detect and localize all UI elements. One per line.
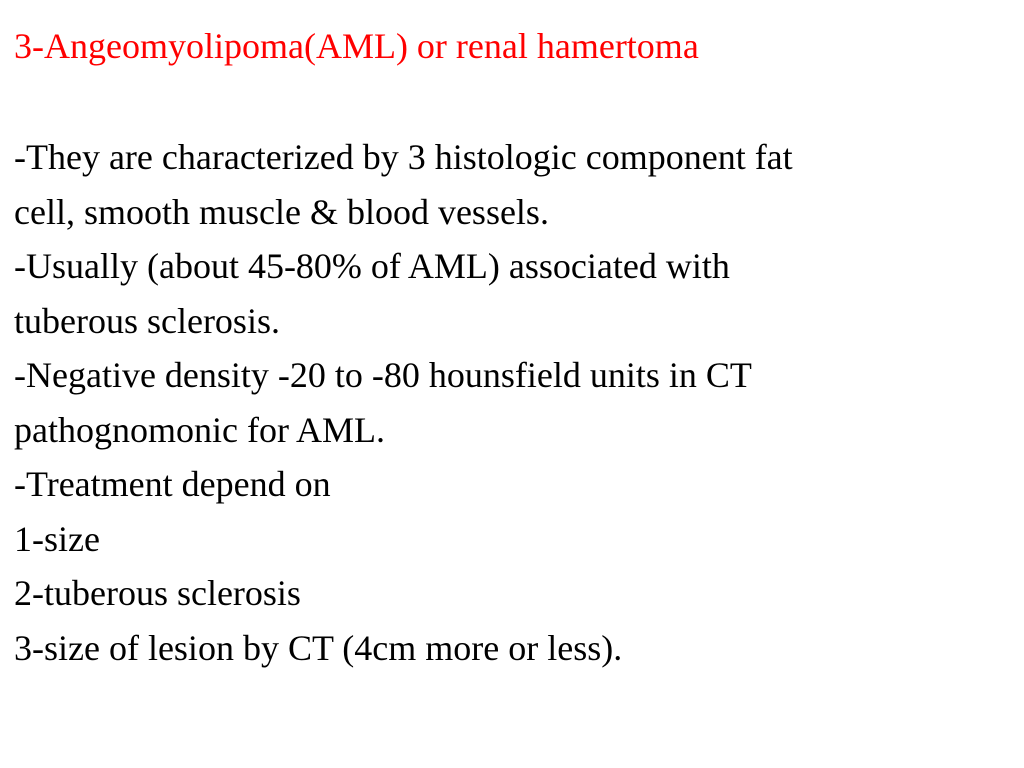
body-line: -Usually (about 45-80% of AML) associated with: [14, 246, 730, 286]
body-line: -They are characterized by 3 histologic component fat: [14, 137, 793, 177]
body-line: 1-size: [14, 518, 100, 559]
body-line: cell, smooth muscle & blood vessels.: [14, 191, 549, 232]
body-line: 2-tuberous sclerosis: [14, 573, 301, 613]
body-line: pathognomonic for AML.: [14, 409, 385, 450]
body-line: tuberous sclerosis.: [14, 300, 280, 341]
body-line: 3-size of lesion by CT (4cm more or less).: [14, 627, 623, 668]
slide-body: [14, 130, 1014, 675]
body-line: -Treatment depend on: [14, 464, 331, 504]
slide-title: 3-Angeomyolipoma(AML) or renal hamertoma: [14, 26, 699, 66]
body-line: -Negative density -20 to -80 hounsfield units in CT: [14, 355, 752, 395]
